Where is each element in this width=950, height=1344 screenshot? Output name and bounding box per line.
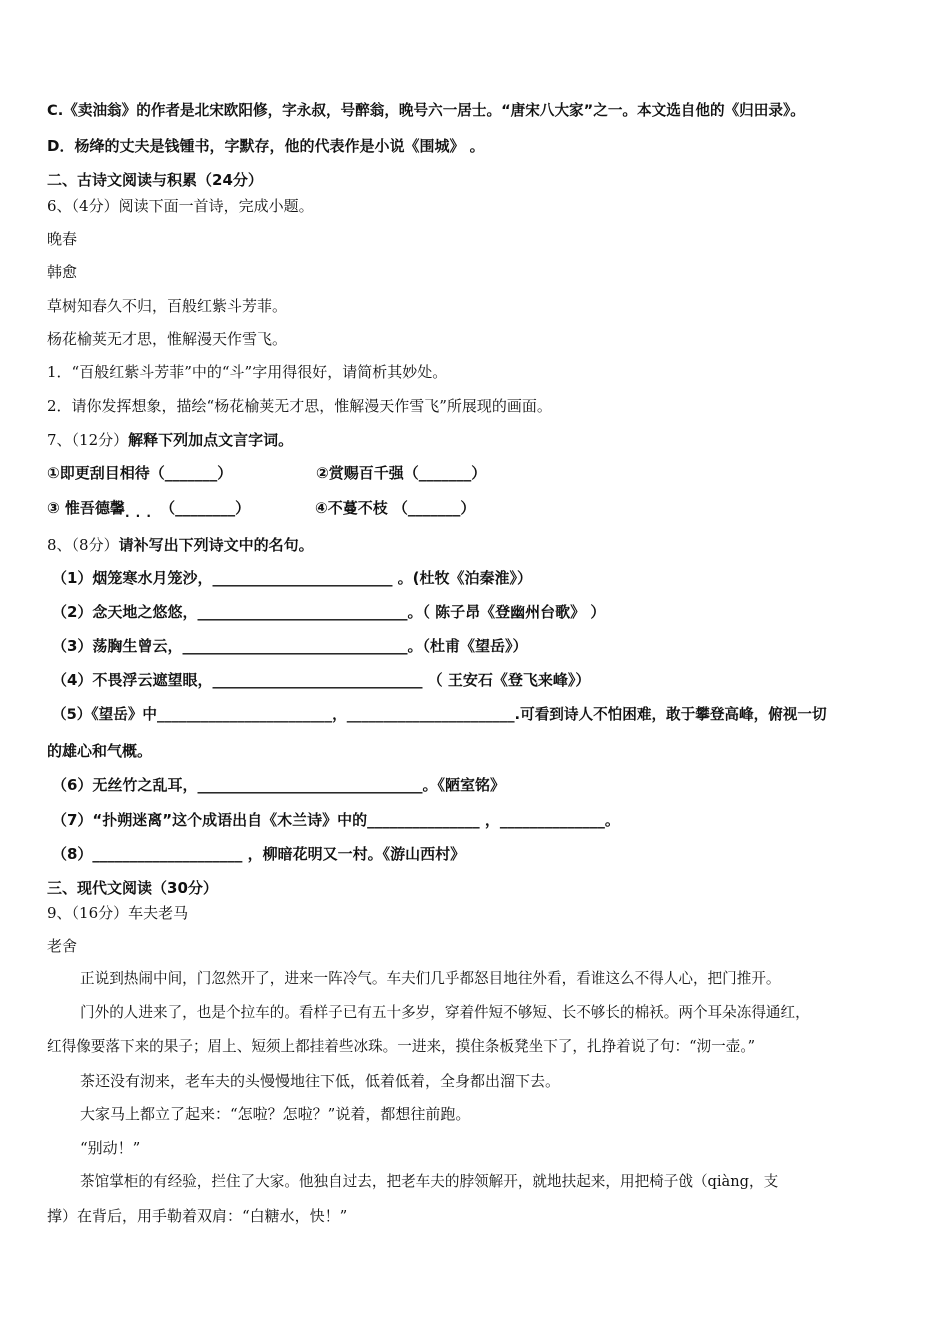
passage-paragraph-5: “别动！”: [80, 1139, 141, 1157]
passage-paragraph-1: 正说到热闹中间，门忽然开了，进来一阵冷气。车夫们几乎都怒目地往外看，看谁这么不得人心，把门推开。: [80, 970, 781, 987]
question-7-prompt: [47, 430, 293, 450]
question-7-item-3-text: [47, 499, 152, 520]
emphasis-dots: . . .: [124, 506, 152, 520]
passage-author: 老舍: [47, 937, 78, 955]
question-8-line-2: （2）念天地之悠悠，____________________________。（ 陈子昂《登幽州台歌》 ）: [52, 603, 606, 621]
question-7-item-4: ④不蔓不枝 （_______）: [315, 499, 476, 517]
question-8-line-8: （8）____________________ ，柳暗花明又一村。《游山西村》: [52, 845, 466, 863]
question-8-instruction: 请补写出下列诗文中的名句。: [118, 536, 314, 554]
passage-paragraph-6-line-1: 茶馆掌柜的有经验，拦住了大家。他独自过去，把老车夫的脖领解开，就地扶起来，用把椅子戗（qiàng，支: [80, 1173, 779, 1190]
question-7-item-3: [47, 498, 250, 518]
question-8-line-3: （3）荡胸生曾云，______________________________。（杜甫《望岳》）: [52, 637, 528, 655]
question-8-prompt: [47, 535, 314, 555]
option-d: D．杨绛的丈夫是钱锺书，字默存，他的代表作是小说《围城》 。: [47, 137, 485, 155]
poem-line-2: 杨花榆荚无才思，惟解漫天作雪飞。: [47, 330, 288, 348]
question-7-item-2: ②赏赐百千强（_______）: [316, 464, 487, 482]
poem-title: 晚春: [47, 230, 78, 248]
poem-line-1: 草树知春久不归，百般红紫斗芳菲。: [47, 297, 288, 315]
passage-paragraph-3: 茶还没有沏来，老车夫的头慢慢地往下低，低着低着，全身都出溜下去。: [80, 1072, 561, 1090]
passage-paragraph-2-line-2: 红得像要落下来的果子；眉上、短须上都挂着些冰珠。一进来，摸住条板凳坐下了，扎挣着说了句：“沏一壶。”: [47, 1038, 756, 1055]
question-9-prompt: 9、（16分）车夫老马: [47, 904, 189, 922]
question-8-line-5: （5）《望岳》中________________________，_______________________.可看到诗人不怕困难，敢于攀登高峰，俯视一切: [52, 706, 827, 723]
question-8-line-7: （7）“扑朔迷离”这个成语出自《木兰诗》中的_______________ ，______________。: [52, 811, 620, 829]
poem-author: 韩愈: [47, 263, 78, 281]
question-6-sub-1: 1．“百般红紫斗芳菲”中的“斗”字用得很好，请简析其妙处。: [47, 363, 448, 381]
question-7-item-1: ①即更刮目相待（_______）: [47, 464, 233, 482]
question-7-item-3-blank: （________）: [160, 499, 251, 517]
question-8-line-4: （4）不畏浮云遮望眼，____________________________ （ 王安石《登飞来峰》）: [52, 671, 591, 689]
option-c: C.《卖油翁》的作者是北宋欧阳修，字永叔，号醉翁，晚号六一居士。“唐宋八大家”之一。本文选自他的《归田录》。: [47, 102, 805, 119]
question-8-line-6: （6）无丝竹之乱耳，______________________________。《陋室铭》: [52, 776, 505, 794]
section-heading-classical: 二、古诗文阅读与积累（24分）: [47, 171, 263, 189]
passage-paragraph-4: 大家马上都立了起来：“怎啦？怎啦？”说着，都想往前跑。: [80, 1105, 471, 1123]
question-7-item-3-label: ③ 惟吾德馨: [47, 499, 125, 517]
question-6-sub-2: 2．请你发挥想象，描绘“杨花榆荚无才思，惟解漫天作雪飞”所展现的画面。: [47, 397, 552, 415]
question-6-prompt: 6、（4分）阅读下面一首诗，完成小题。: [47, 197, 314, 215]
question-8-number: 8、（8分）: [47, 536, 119, 554]
section-heading-modern: 三、现代文阅读（30分）: [47, 879, 218, 897]
question-8-line-1: （1）烟笼寒水月笼沙，________________________ 。(杜牧《泊秦淮》）: [52, 569, 533, 587]
passage-paragraph-6-line-2: 撑）在背后，用手勒着双肩：“白糖水，快！”: [47, 1207, 348, 1225]
passage-paragraph-2-line-1: 门外的人进来了，也是个拉车的。看样子已有五十多岁，穿着件短不够短、长不够长的棉袄。两个耳朵冻得通红，: [80, 1004, 810, 1021]
question-7-instruction: 解释下列加点文言字词。: [128, 431, 294, 449]
question-7-number: 7、（12分）: [47, 431, 129, 449]
question-8-line-5-continued: 的雄心和气概。: [47, 742, 153, 760]
